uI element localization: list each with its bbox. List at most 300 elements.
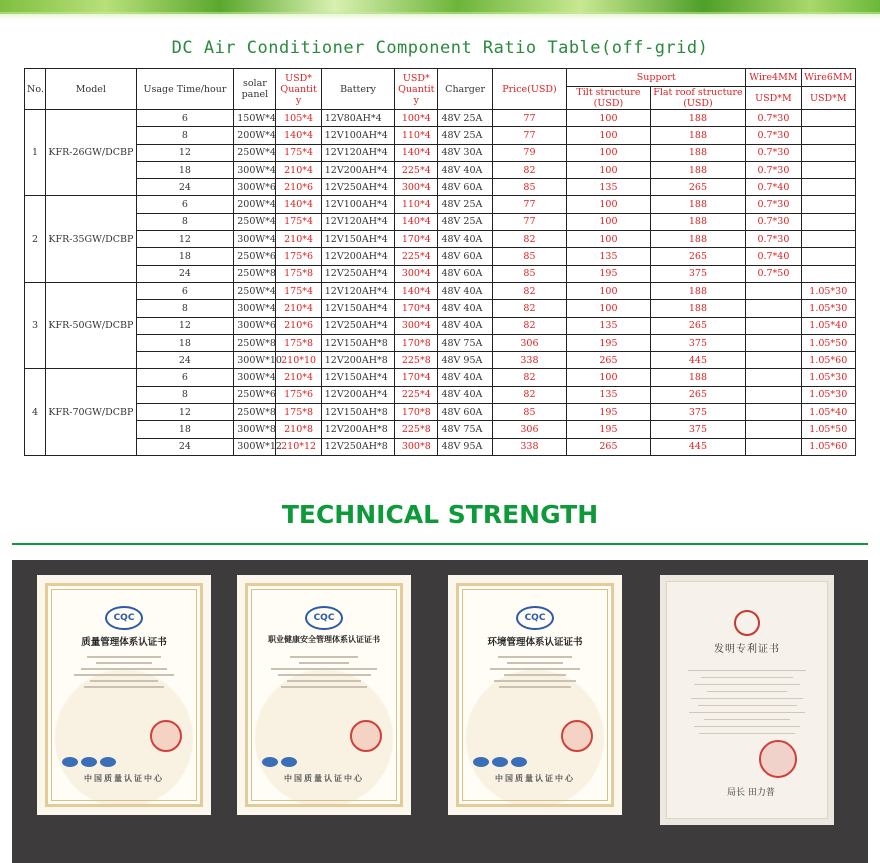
quantity-1-cell: 175*6 bbox=[276, 386, 321, 403]
tilt-cell: 100 bbox=[567, 213, 651, 230]
flat-cell: 265 bbox=[650, 317, 746, 334]
charger-cell: 48V 60A bbox=[438, 404, 492, 421]
price-cell: 77 bbox=[492, 196, 566, 213]
wire6-cell bbox=[801, 127, 855, 144]
row-number-cell: 1 bbox=[25, 110, 46, 196]
flat-cell: 375 bbox=[650, 421, 746, 438]
quantity-1-cell: 175*8 bbox=[276, 265, 321, 282]
certificate-title: 质量管理体系认证书 bbox=[81, 637, 167, 648]
charger-cell: 48V 60A bbox=[438, 248, 492, 265]
flat-cell: 445 bbox=[650, 438, 746, 455]
battery-cell: 12V80AH*4 bbox=[321, 110, 394, 127]
table-row bbox=[25, 110, 856, 127]
patent-office-logo-icon bbox=[734, 610, 760, 636]
flat-cell: 375 bbox=[650, 265, 746, 282]
usage-cell: 12 bbox=[136, 144, 234, 161]
quantity-2-cell: 170*4 bbox=[395, 369, 438, 386]
table-row bbox=[25, 161, 856, 178]
certificate-text-lines bbox=[62, 652, 186, 692]
price-cell: 82 bbox=[492, 317, 566, 334]
price-cell: 82 bbox=[492, 231, 566, 248]
price-cell: 85 bbox=[492, 179, 566, 196]
panel-cell: 150W*4 bbox=[234, 110, 276, 127]
battery-cell: 12V150AH*8 bbox=[321, 334, 394, 351]
accreditation-logos-icon bbox=[473, 752, 533, 764]
charger-cell: 48V 40A bbox=[438, 231, 492, 248]
panel-cell: 250W*8 bbox=[234, 404, 276, 421]
charger-cell: 48V 40A bbox=[438, 317, 492, 334]
usage-cell: 12 bbox=[136, 231, 234, 248]
wire4-cell: 0.7*40 bbox=[746, 248, 801, 265]
table-row bbox=[25, 352, 856, 369]
ratio-table bbox=[24, 68, 856, 456]
wire4-cell: 0.7*30 bbox=[746, 213, 801, 230]
usage-cell: 6 bbox=[136, 110, 234, 127]
header-flat: Flat roof structure (USD) bbox=[650, 87, 746, 110]
quantity-2-cell: 225*8 bbox=[395, 421, 438, 438]
certificate-text-lines bbox=[262, 652, 386, 692]
price-cell: 77 bbox=[492, 213, 566, 230]
wire4-cell: 0.7*50 bbox=[746, 265, 801, 282]
wire6-cell bbox=[801, 196, 855, 213]
table-row bbox=[25, 127, 856, 144]
usage-cell: 24 bbox=[136, 179, 234, 196]
quantity-2-cell: 140*4 bbox=[395, 144, 438, 161]
header-tilt: Tilt structure (USD) bbox=[567, 87, 651, 110]
panel-cell: 200W*4 bbox=[234, 196, 276, 213]
price-cell: 85 bbox=[492, 404, 566, 421]
quantity-2-cell: 300*4 bbox=[395, 179, 438, 196]
charger-cell: 48V 40A bbox=[438, 386, 492, 403]
patent-title: 发明专利证书 bbox=[714, 644, 780, 655]
wire6-cell bbox=[801, 248, 855, 265]
panel-cell: 250W*8 bbox=[234, 265, 276, 282]
quantity-2-cell: 225*8 bbox=[395, 352, 438, 369]
header-usage: Usage Time/hour bbox=[136, 69, 234, 110]
tilt-cell: 135 bbox=[567, 317, 651, 334]
wire4-cell bbox=[746, 386, 801, 403]
wire4-cell bbox=[746, 369, 801, 386]
battery-cell: 12V150AH*4 bbox=[321, 231, 394, 248]
wire4-cell bbox=[746, 300, 801, 317]
health-safety-certificate bbox=[237, 575, 411, 815]
panel-cell: 200W*4 bbox=[234, 127, 276, 144]
seal-icon bbox=[561, 720, 593, 752]
price-cell: 306 bbox=[492, 421, 566, 438]
tilt-cell: 195 bbox=[567, 404, 651, 421]
cqc-logo-icon: CQC bbox=[105, 606, 143, 630]
accreditation-logos-icon bbox=[62, 752, 122, 764]
quantity-1-cell: 140*4 bbox=[276, 196, 321, 213]
tilt-cell: 100 bbox=[567, 127, 651, 144]
charger-cell: 48V 40A bbox=[438, 282, 492, 299]
quantity-1-cell: 175*8 bbox=[276, 404, 321, 421]
section-divider bbox=[12, 543, 868, 545]
certificate-title: 环境管理体系认证证书 bbox=[487, 637, 583, 648]
table-row bbox=[25, 386, 856, 403]
wire6-cell: 1.05*30 bbox=[801, 386, 855, 403]
panel-cell: 300W*6 bbox=[234, 179, 276, 196]
tilt-cell: 100 bbox=[567, 196, 651, 213]
tilt-cell: 135 bbox=[567, 386, 651, 403]
usage-cell: 6 bbox=[136, 282, 234, 299]
flat-cell: 265 bbox=[650, 386, 746, 403]
charger-cell: 48V 60A bbox=[438, 179, 492, 196]
header-usdm-6: USD*M bbox=[801, 87, 855, 110]
patent-frame bbox=[666, 581, 828, 819]
quantity-1-cell: 210*4 bbox=[276, 369, 321, 386]
table-row bbox=[25, 438, 856, 455]
table-row bbox=[25, 334, 856, 351]
panel-cell: 250W*6 bbox=[234, 386, 276, 403]
header-price: Price(USD) bbox=[492, 69, 566, 110]
header-usdm-4: USD*M bbox=[746, 87, 801, 110]
quantity-2-cell: 225*4 bbox=[395, 248, 438, 265]
price-cell: 82 bbox=[492, 386, 566, 403]
cqc-logo-icon: CQC bbox=[516, 606, 554, 630]
charger-cell: 48V 25A bbox=[438, 110, 492, 127]
battery-cell: 12V150AH*4 bbox=[321, 369, 394, 386]
certificate-frame bbox=[456, 583, 614, 807]
quantity-1-cell: 175*8 bbox=[276, 334, 321, 351]
flat-cell: 188 bbox=[650, 300, 746, 317]
table-row bbox=[25, 231, 856, 248]
wire4-cell: 0.7*40 bbox=[746, 179, 801, 196]
tilt-cell: 100 bbox=[567, 231, 651, 248]
price-cell: 82 bbox=[492, 300, 566, 317]
quantity-1-cell: 210*10 bbox=[276, 352, 321, 369]
environment-certificate bbox=[448, 575, 622, 815]
flat-cell: 188 bbox=[650, 127, 746, 144]
price-cell: 79 bbox=[492, 144, 566, 161]
panel-cell: 300W*4 bbox=[234, 369, 276, 386]
usage-cell: 12 bbox=[136, 317, 234, 334]
tilt-cell: 265 bbox=[567, 352, 651, 369]
wire4-cell: 0.7*30 bbox=[746, 110, 801, 127]
price-cell: 85 bbox=[492, 248, 566, 265]
price-cell: 82 bbox=[492, 161, 566, 178]
wire6-cell bbox=[801, 144, 855, 161]
battery-cell: 12V250AH*4 bbox=[321, 317, 394, 334]
quantity-2-cell: 140*4 bbox=[395, 213, 438, 230]
wire4-cell: 0.7*30 bbox=[746, 231, 801, 248]
wire6-cell: 1.05*60 bbox=[801, 352, 855, 369]
quantity-1-cell: 210*4 bbox=[276, 161, 321, 178]
wire4-cell bbox=[746, 282, 801, 299]
quantity-2-cell: 170*8 bbox=[395, 404, 438, 421]
table-row bbox=[25, 404, 856, 421]
table-row bbox=[25, 369, 856, 386]
usage-cell: 12 bbox=[136, 404, 234, 421]
flat-cell: 375 bbox=[650, 334, 746, 351]
battery-cell: 12V150AH*4 bbox=[321, 300, 394, 317]
price-cell: 338 bbox=[492, 352, 566, 369]
battery-cell: 12V200AH*4 bbox=[321, 161, 394, 178]
battery-cell: 12V120AH*4 bbox=[321, 144, 394, 161]
wire6-cell: 1.05*30 bbox=[801, 282, 855, 299]
usage-cell: 8 bbox=[136, 127, 234, 144]
header-support: Support bbox=[567, 69, 746, 87]
grass-banner bbox=[0, 0, 880, 14]
wire6-cell: 1.05*40 bbox=[801, 317, 855, 334]
flat-cell: 265 bbox=[650, 179, 746, 196]
tilt-cell: 100 bbox=[567, 161, 651, 178]
price-cell: 338 bbox=[492, 438, 566, 455]
usage-cell: 8 bbox=[136, 300, 234, 317]
table-row bbox=[25, 196, 856, 213]
quantity-2-cell: 300*4 bbox=[395, 265, 438, 282]
quantity-2-cell: 170*8 bbox=[395, 334, 438, 351]
quantity-2-cell: 170*4 bbox=[395, 300, 438, 317]
seal-icon bbox=[150, 720, 182, 752]
table-title: DC Air Conditioner Component Ratio Table(off-grid) bbox=[171, 38, 709, 58]
seal-icon bbox=[759, 740, 797, 778]
battery-cell: 12V200AH*4 bbox=[321, 248, 394, 265]
wire6-cell bbox=[801, 179, 855, 196]
price-cell: 85 bbox=[492, 265, 566, 282]
wire4-cell: 0.7*30 bbox=[746, 196, 801, 213]
quantity-1-cell: 210*4 bbox=[276, 231, 321, 248]
tilt-cell: 195 bbox=[567, 265, 651, 282]
charger-cell: 48V 40A bbox=[438, 300, 492, 317]
wire6-cell bbox=[801, 231, 855, 248]
battery-cell: 12V250AH*8 bbox=[321, 438, 394, 455]
patent-signature: 局长 田力普 bbox=[727, 788, 775, 798]
panel-cell: 300W*10 bbox=[234, 352, 276, 369]
model-cell: KFR-26GW/DCBP bbox=[46, 110, 137, 196]
charger-cell: 48V 75A bbox=[438, 421, 492, 438]
flat-cell: 188 bbox=[650, 110, 746, 127]
wire4-cell: 0.7*30 bbox=[746, 161, 801, 178]
header-quantity-2: USD* Quantit y bbox=[395, 69, 438, 110]
wire6-cell: 1.05*40 bbox=[801, 404, 855, 421]
charger-cell: 48V 30A bbox=[438, 144, 492, 161]
tilt-cell: 100 bbox=[567, 300, 651, 317]
tilt-cell: 100 bbox=[567, 110, 651, 127]
cqc-logo-icon: CQC bbox=[305, 606, 343, 630]
certificate-frame bbox=[245, 583, 403, 807]
usage-cell: 24 bbox=[136, 352, 234, 369]
flat-cell: 188 bbox=[650, 282, 746, 299]
flat-cell: 188 bbox=[650, 369, 746, 386]
wire6-cell bbox=[801, 161, 855, 178]
wire4-cell bbox=[746, 404, 801, 421]
flat-cell: 188 bbox=[650, 144, 746, 161]
certificate-text-lines bbox=[473, 652, 597, 692]
wire6-cell: 1.05*50 bbox=[801, 334, 855, 351]
price-cell: 306 bbox=[492, 334, 566, 351]
price-cell: 82 bbox=[492, 282, 566, 299]
panel-cell: 300W*4 bbox=[234, 161, 276, 178]
header-panel: solar panel bbox=[234, 69, 276, 110]
certificate-frame bbox=[45, 583, 203, 807]
header-charger: Charger bbox=[438, 69, 492, 110]
battery-cell: 12V100AH*4 bbox=[321, 127, 394, 144]
quantity-1-cell: 210*4 bbox=[276, 300, 321, 317]
certificate-footer: 中国质量认证中心 bbox=[84, 773, 164, 783]
wire6-cell: 1.05*50 bbox=[801, 421, 855, 438]
flat-cell: 375 bbox=[650, 404, 746, 421]
quantity-2-cell: 300*4 bbox=[395, 317, 438, 334]
charger-cell: 48V 25A bbox=[438, 213, 492, 230]
usage-cell: 8 bbox=[136, 213, 234, 230]
charger-cell: 48V 95A bbox=[438, 438, 492, 455]
table-row bbox=[25, 282, 856, 299]
table-row bbox=[25, 421, 856, 438]
tilt-cell: 195 bbox=[567, 421, 651, 438]
quantity-1-cell: 105*4 bbox=[276, 110, 321, 127]
quantity-1-cell: 175*4 bbox=[276, 282, 321, 299]
tilt-cell: 135 bbox=[567, 179, 651, 196]
wire4-cell bbox=[746, 421, 801, 438]
row-number-cell: 4 bbox=[25, 369, 46, 455]
quantity-2-cell: 110*4 bbox=[395, 196, 438, 213]
tilt-cell: 100 bbox=[567, 282, 651, 299]
quantity-1-cell: 175*4 bbox=[276, 144, 321, 161]
quantity-2-cell: 300*8 bbox=[395, 438, 438, 455]
flat-cell: 188 bbox=[650, 196, 746, 213]
model-cell: KFR-50GW/DCBP bbox=[46, 282, 137, 368]
charger-cell: 48V 25A bbox=[438, 127, 492, 144]
table-row bbox=[25, 248, 856, 265]
wire4-cell: 0.7*30 bbox=[746, 144, 801, 161]
quantity-1-cell: 175*6 bbox=[276, 248, 321, 265]
battery-cell: 12V200AH*8 bbox=[321, 421, 394, 438]
patent-certificate bbox=[660, 575, 834, 825]
panel-cell: 300W*4 bbox=[234, 300, 276, 317]
flat-cell: 188 bbox=[650, 213, 746, 230]
table-row bbox=[25, 300, 856, 317]
charger-cell: 48V 75A bbox=[438, 334, 492, 351]
battery-cell: 12V150AH*8 bbox=[321, 404, 394, 421]
wire4-cell bbox=[746, 352, 801, 369]
header-model: Model bbox=[46, 69, 137, 110]
header-battery: Battery bbox=[321, 69, 394, 110]
quantity-1-cell: 210*8 bbox=[276, 421, 321, 438]
wire6-cell: 1.05*30 bbox=[801, 300, 855, 317]
wire4-cell bbox=[746, 334, 801, 351]
quantity-1-cell: 210*6 bbox=[276, 317, 321, 334]
table-row bbox=[25, 213, 856, 230]
quantity-2-cell: 225*4 bbox=[395, 161, 438, 178]
flat-cell: 265 bbox=[650, 248, 746, 265]
header-wire4: Wire4MM bbox=[746, 69, 801, 87]
quantity-1-cell: 175*4 bbox=[276, 213, 321, 230]
model-cell: KFR-70GW/DCBP bbox=[46, 369, 137, 455]
panel-cell: 250W*4 bbox=[234, 282, 276, 299]
certificate-footer: 中国质量认证中心 bbox=[495, 773, 575, 783]
wire4-cell bbox=[746, 438, 801, 455]
usage-cell: 24 bbox=[136, 265, 234, 282]
flat-cell: 445 bbox=[650, 352, 746, 369]
quantity-2-cell: 225*4 bbox=[395, 386, 438, 403]
charger-cell: 48V 95A bbox=[438, 352, 492, 369]
usage-cell: 8 bbox=[136, 386, 234, 403]
quantity-1-cell: 140*4 bbox=[276, 127, 321, 144]
certificate-footer: 中国质量认证中心 bbox=[284, 773, 364, 783]
table-row bbox=[25, 144, 856, 161]
price-cell: 82 bbox=[492, 369, 566, 386]
row-number-cell: 3 bbox=[25, 282, 46, 368]
tilt-cell: 100 bbox=[567, 144, 651, 161]
tilt-cell: 265 bbox=[567, 438, 651, 455]
table-row bbox=[25, 179, 856, 196]
usage-cell: 6 bbox=[136, 196, 234, 213]
tilt-cell: 195 bbox=[567, 334, 651, 351]
price-cell: 77 bbox=[492, 127, 566, 144]
battery-cell: 12V200AH*4 bbox=[321, 386, 394, 403]
usage-cell: 18 bbox=[136, 421, 234, 438]
panel-cell: 250W*6 bbox=[234, 248, 276, 265]
charger-cell: 48V 40A bbox=[438, 369, 492, 386]
usage-cell: 18 bbox=[136, 248, 234, 265]
header-quantity-1: USD* Quantit y bbox=[276, 69, 321, 110]
wire6-cell: 1.05*30 bbox=[801, 369, 855, 386]
battery-cell: 12V120AH*4 bbox=[321, 213, 394, 230]
accreditation-logos-icon bbox=[262, 752, 322, 764]
table-row bbox=[25, 317, 856, 334]
usage-cell: 24 bbox=[136, 438, 234, 455]
header-wire6: Wire6MM bbox=[801, 69, 855, 87]
charger-cell: 48V 25A bbox=[438, 196, 492, 213]
table-row bbox=[25, 265, 856, 282]
quantity-1-cell: 210*6 bbox=[276, 179, 321, 196]
wire4-cell bbox=[746, 317, 801, 334]
panel-cell: 300W*12 bbox=[234, 438, 276, 455]
wire4-cell: 0.7*30 bbox=[746, 127, 801, 144]
model-cell: KFR-35GW/DCBP bbox=[46, 196, 137, 282]
certificate-title: 职业健康安全管理体系认证证书 bbox=[268, 634, 380, 644]
battery-cell: 12V250AH*4 bbox=[321, 265, 394, 282]
patent-text-lines bbox=[681, 664, 813, 740]
quantity-2-cell: 170*4 bbox=[395, 231, 438, 248]
wire6-cell bbox=[801, 265, 855, 282]
battery-cell: 12V100AH*4 bbox=[321, 196, 394, 213]
wire6-cell bbox=[801, 110, 855, 127]
battery-cell: 12V120AH*4 bbox=[321, 282, 394, 299]
flat-cell: 188 bbox=[650, 161, 746, 178]
panel-cell: 300W*8 bbox=[234, 421, 276, 438]
quality-certificate bbox=[37, 575, 211, 815]
charger-cell: 48V 60A bbox=[438, 265, 492, 282]
quantity-2-cell: 140*4 bbox=[395, 282, 438, 299]
battery-cell: 12V200AH*8 bbox=[321, 352, 394, 369]
quantity-2-cell: 100*4 bbox=[395, 110, 438, 127]
row-number-cell: 2 bbox=[25, 196, 46, 282]
usage-cell: 18 bbox=[136, 161, 234, 178]
tilt-cell: 135 bbox=[567, 248, 651, 265]
table-body bbox=[25, 110, 856, 456]
usage-cell: 18 bbox=[136, 334, 234, 351]
battery-cell: 12V250AH*4 bbox=[321, 179, 394, 196]
tilt-cell: 100 bbox=[567, 369, 651, 386]
section-title: TECHNICAL STRENGTH bbox=[281, 500, 599, 529]
wire6-cell: 1.05*60 bbox=[801, 438, 855, 455]
quantity-1-cell: 210*12 bbox=[276, 438, 321, 455]
flat-cell: 188 bbox=[650, 231, 746, 248]
panel-cell: 250W*4 bbox=[234, 213, 276, 230]
wire6-cell bbox=[801, 213, 855, 230]
panel-cell: 300W*4 bbox=[234, 231, 276, 248]
charger-cell: 48V 40A bbox=[438, 161, 492, 178]
panel-cell: 250W*4 bbox=[234, 144, 276, 161]
usage-cell: 6 bbox=[136, 369, 234, 386]
panel-cell: 300W*6 bbox=[234, 317, 276, 334]
price-cell: 77 bbox=[492, 110, 566, 127]
header-no: No. bbox=[25, 69, 46, 110]
quantity-2-cell: 110*4 bbox=[395, 127, 438, 144]
seal-icon bbox=[350, 720, 382, 752]
